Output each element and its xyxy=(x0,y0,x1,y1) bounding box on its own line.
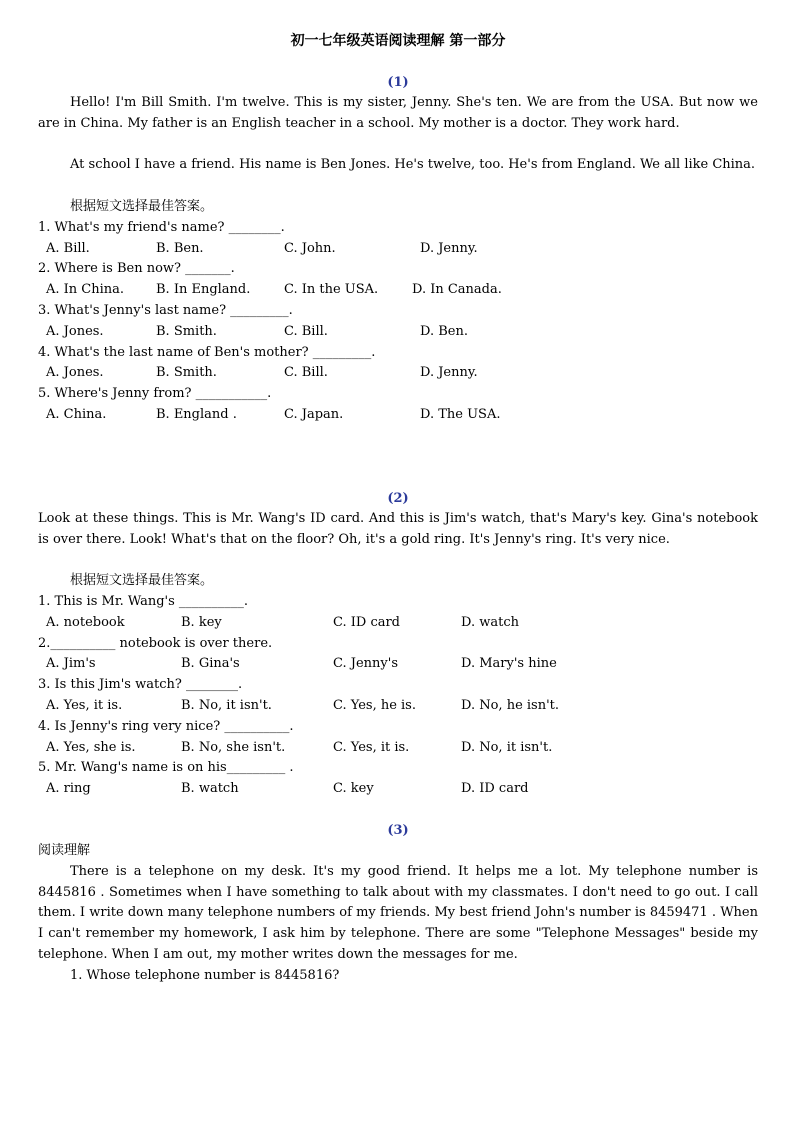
question: 2.__________ notebook is over there. xyxy=(38,635,273,651)
question: 5. Mr. Wang's name is on his_________ . xyxy=(38,760,294,776)
section-3-paragraph-1: There is a telephone on my desk. It's my good friend. It helps me a lot. My telephone number is 8445816 . Sometimes when I have something to talk about with my classmates. I don't need to go out. I call them. I write down many telephone numbers of my friends. My best friend John's number is 8459471 . When I can't remember my homework, I ask him by telephone. There are some "Telephone Messages" beside my telephone. When I am out, my mother writes down the messages for me. xyxy=(38,863,758,962)
section-1-paragraph-1: Hello! I'm Bill Smith. I'm twelve. This is my sister, Jenny. She's ten. We are from the USA. But now we are in China. My father is an English teacher in a school. My mother is a doctor. They work hard. xyxy=(38,95,758,131)
option-c: C. Japan. xyxy=(284,406,344,422)
option-b: B. No, it isn't. xyxy=(181,697,272,713)
options-row xyxy=(38,239,758,260)
option-a: A. Jim's xyxy=(46,656,96,672)
option-d: D. The USA. xyxy=(420,406,501,422)
option-c: C. John. xyxy=(284,240,336,256)
question: 3. What's Jenny's last name? _________. xyxy=(38,302,293,318)
option-b: B. key xyxy=(181,614,222,630)
option-b: B. Smith. xyxy=(156,323,217,339)
option-c: C. In the USA. xyxy=(284,282,379,298)
options-row xyxy=(38,405,758,426)
option-a: A. In China. xyxy=(46,282,125,298)
question: 1. What's my friend's name? ________. xyxy=(38,219,285,235)
option-c: C. Yes, he is. xyxy=(333,697,416,713)
options-row xyxy=(38,696,758,717)
option-c: C. ID card xyxy=(333,614,401,630)
section-1-title: (1) xyxy=(387,75,409,90)
option-a: A. China. xyxy=(46,406,107,422)
section-1-instruction: 根据短文选择最佳答案。 xyxy=(70,198,214,214)
options-row xyxy=(38,738,758,759)
option-d: D. Jenny. xyxy=(420,365,478,381)
option-a: A. Jones. xyxy=(46,365,104,381)
option-d: D. ID card xyxy=(461,781,529,797)
question: 4. What's the last name of Ben's mother? _________. xyxy=(38,344,376,360)
option-a: A. Jones. xyxy=(46,323,104,339)
options-row xyxy=(38,363,758,384)
option-a: A. Bill. xyxy=(46,240,90,256)
option-d: D. Jenny. xyxy=(420,240,478,256)
option-a: A. Yes, it is. xyxy=(46,697,123,713)
option-d: D. No, it isn't. xyxy=(461,739,553,755)
section-1-paragraph-2: At school I have a friend. His name is Ben Jones. He's twelve, too. He's from England. We all like China. xyxy=(70,157,756,173)
option-d: D. In Canada. xyxy=(412,282,502,298)
option-b: B. England . xyxy=(156,406,237,422)
options-row xyxy=(38,280,758,301)
option-b: B. No, she isn't. xyxy=(181,739,286,755)
section-1 xyxy=(38,72,758,426)
question: 4. Is Jenny's ring very nice? __________. xyxy=(38,718,294,734)
option-b: B. watch xyxy=(181,781,239,797)
option-b: B. In England. xyxy=(156,282,251,298)
option-a: A. ring xyxy=(46,781,91,797)
question: 1. This is Mr. Wang's __________. xyxy=(38,593,249,609)
section-2-instruction: 根据短文选择最佳答案。 xyxy=(70,573,214,589)
section-3 xyxy=(38,820,758,987)
section-2 xyxy=(38,488,758,800)
option-b: B. Gina's xyxy=(181,656,240,672)
options-row xyxy=(38,654,758,675)
option-d: D. watch xyxy=(461,614,519,630)
option-c: C. key xyxy=(333,781,374,797)
page-title: 初一七年级英语阅读理解 第一部分 xyxy=(290,33,506,49)
section-3-heading: 阅读理解 xyxy=(38,842,91,858)
option-c: C. Jenny's xyxy=(333,656,398,672)
question: 3. Is this Jim's watch? ________. xyxy=(38,677,243,693)
question: 2. Where is Ben now? _______. xyxy=(38,261,235,277)
question: 5. Where's Jenny from? ___________. xyxy=(38,386,272,402)
option-a: A. Yes, she is. xyxy=(46,739,136,755)
option-b: B. Smith. xyxy=(156,365,217,381)
option-d: D. No, he isn't. xyxy=(461,697,560,713)
option-c: C. Yes, it is. xyxy=(333,739,410,755)
option-d: D. Mary's hine xyxy=(461,656,557,672)
section-2-paragraph-1: Look at these things. This is Mr. Wang's ID card. And this is Jim's watch, that's Mary's key. Gina's notebook is over there. Look! What's that on the floor? Oh, it's a gold ring. It's Jenny's ring. It's very nice. xyxy=(38,510,758,547)
option-c: C. Bill. xyxy=(284,365,328,381)
option-a: A. notebook xyxy=(46,614,125,630)
options-row xyxy=(38,779,758,800)
option-c: C. Bill. xyxy=(284,323,328,339)
options-row xyxy=(38,322,758,343)
document-page xyxy=(38,30,758,986)
options-row xyxy=(38,613,758,634)
section-2-title: (2) xyxy=(387,490,409,506)
question: 1. Whose telephone number is 8445816? xyxy=(70,967,340,983)
option-d: D. Ben. xyxy=(420,323,468,339)
section-3-title: (3) xyxy=(387,822,409,838)
option-b: B. Ben. xyxy=(156,240,204,256)
